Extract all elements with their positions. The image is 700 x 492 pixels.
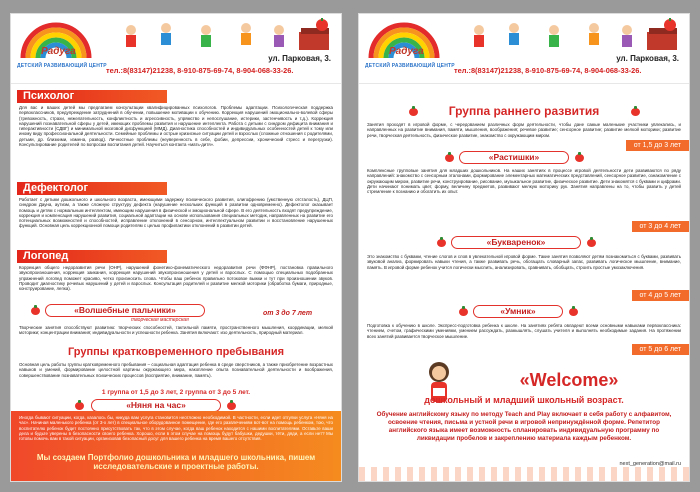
- tomato-icon: [575, 154, 584, 162]
- bottom-band: [11, 411, 341, 481]
- tomato-icon: [227, 402, 236, 410]
- magic-subtitle: творческая мастерская: [131, 317, 189, 323]
- section-title-nanny: «Няня на час»: [91, 399, 221, 412]
- flyer-header: [11, 14, 341, 84]
- section-title-defectologist: Дефектолог: [17, 182, 167, 195]
- phones: тел.:8(83147)21238, 8-910-875-69-74, 8-904-068-33-26.: [106, 66, 294, 75]
- logo-word: Радуга: [41, 46, 76, 57]
- section-title-welcome: «Welcome»: [519, 370, 619, 390]
- bukvarenok-text: Это знакомство с буквами, чтение слогов и слов в увлекательной игровой форме. Такие занятия позволяют детям познакомиться с буквами, развивать звуковой анализ, формировать навыки чтения, а также развивать речь, обогащать словарный запас, развивать логическое мышление, внимание, память. В игровой форме ребенок учится логически мыслить, анализировать, сравнивать, обобщать, строить простые умозаключения.: [367, 254, 681, 270]
- tomato-icon: [569, 308, 578, 316]
- magic-age: от 3 до 7 лет: [263, 310, 313, 317]
- tomato-icon: [631, 108, 640, 116]
- rastishki-text: Комплексные групповые занятия для младших дошкольников. На наших занятиях в процессе игровой деятельности дети развиваются по ряду направлений: знакомство с сенсорным эталонами, формирование элементарных математических представлений, сенсорное развитие, ознакомление с окружающим миром, развитие речи, конструирование, рисование, музыкальное развитие, физическое развитие. Дети знакомятся с буквами и цифрами. Дети начинают понимать цвет, форму, величину предметов, развивают мелкую моторику рук. Занятия направлены на то, чтобы развить у детей стремление к познанию и обогатить их опыт.: [367, 168, 681, 195]
- section-title-psychologist: Психолог: [17, 90, 167, 103]
- decorative-strip: [359, 467, 689, 481]
- book-apple-icon: [297, 18, 335, 52]
- umnik-text: Подготовка к обучению в школе. Экспресс-подготовка ребенка к школе. На занятиях ребята овладеют всеми основными навыками первоклассника: чтением, счетом, графическими умениями, умением рассуждать, размышлять, слушать учителя и выполнять необходимые задания. На протяжении всех занятий развивается творческое мышление.: [367, 323, 681, 339]
- address: ул. Парковая, 3.: [268, 54, 331, 63]
- early-text: Занятия проходят в игровой форме, с чередованием различных форм деятельности, чтобы дане самые маленькие участники увлекались, и направленных на развитие внимания, памяти, мышления, воображения; речевое развитие; сенсорное развитие; развитие мелкой моторики; развитие речи, творческая деятельность, физическое развитие, знакомство с окружающим миром.: [367, 122, 681, 138]
- portfolio-text: Мы создаем Портфолио дошкольника и младшего школьника, пишем исследовательские и проектные работы.: [36, 453, 316, 471]
- tomato-icon: [459, 308, 468, 316]
- rastishki-age: от 1,5 до 3 лет: [626, 140, 689, 151]
- short-stay-groups: 1 группа от 1,5 до 3 лет, 2 группа от 3 до 5 лет.: [101, 389, 251, 396]
- section-title-rastishki: «Растишки»: [459, 151, 569, 164]
- kids-illustration-icon: [459, 20, 639, 54]
- tomato-icon: [31, 307, 40, 315]
- section-title-magic: «Волшебные пальчики»: [45, 304, 205, 317]
- tomato-icon: [587, 239, 596, 247]
- email[interactable]: next_generation@mail.ru: [619, 461, 681, 467]
- section-title-short-stay: Группы кратковременного пребывания: [67, 346, 285, 358]
- magic-text: Творческие занятия способствуют развитию: творческих способностей, тактильной памяти, пространственного мышления, координации, мелкой моторики; концентрации внимания; индивидуальности и успешности ребенка. Занятия включают: изо деятельность, природный материал.: [19, 325, 333, 336]
- section-title-bukvarenok: «Букваренок»: [451, 236, 581, 249]
- section-title-umnik: «Умник»: [473, 305, 563, 318]
- tomato-icon: [75, 402, 84, 410]
- right-flyer: [358, 13, 690, 482]
- kids-illustration-icon: [111, 20, 291, 54]
- left-flyer: [10, 13, 342, 482]
- speech-text: Коррекция общего недоразвития речи (ОНР), нарушений фонетико-фонематического недоразвития речи (ФФНР), постановка правильного звукопроизношения, коррекция заикания, коррекция нарушений звукопроизношения у детей и взрослых. С помощью специальных подобранных упражнений логопед поможет красиво, четко произносить слова. Чтобы ваш ребенок правильно потоковое выжки и тут при произношении звуков. Проводит диагностику речевых нарушений у детей и взрослых. Консультация родителей и развитие мелкой моторики (обработка бумаги, природные, конструирование, лепка).: [19, 265, 333, 292]
- psychologist-text: Для вас и ваших детей мы предлагаем консультации квалифицированных психологов. Проблемы адаптации. Психологическая поддержка первоклассников, предупреждение затруднений в обучении, повышение мотивации к обучению. Коррекция нарушений эмоционально-волевой сферы (тревожность, страхи, нежелательность, конфликтность и агрессивность, упрямство и непослушание, истерики, застенчивость и т.д.). Коррекция нарушений познавательной сферы у детей, имеющих проблемы развития и нарушение интеллекта. Работа с детьми с синдром дефицита внимания и гиперактивности (СДВГ) и минимальной мозговой дисфункцией (ММД). Диагностика способностей и индивидуальных особенностей детей к тому или иному виду профессиональной деятельности. Семейные проблемы и острые кризисные ситуации детей и взрослых (сложные отношения с родителями, детьми, др. близкими, измена, развод). Личностные проблемы (неуверенность в себе, фобии, депрессии, хронический стресс и перегрузки). Консультирование родителей по вопросам воспитания детей. Научиться контакта «мать-дитя».: [19, 105, 333, 148]
- book-apple-icon: [645, 18, 683, 52]
- logo-subtitle: ДЕТСКИЙ РАЗВИВАЮЩИЙ ЦЕНТР: [365, 63, 455, 69]
- defectologist-text: Работает с детьми дошкольного и школьного возраста, имеющими задержку психического развития, олигофрению (умственную отсталость), ДЦП, синдром Дауна, аутизм, а также сложную структуру дефекта (нарушение нескольких функций в развитии одновременно). Дефектолог оказывает помощь и детям с нормальным интеллектом, имеющим нарушения в физической и эмоциональной сфере. В его деятельность входят предупреждение, коррекция и компенсация нарушений развития, социальной адаптации на основе использования специальных методик, направленных на развитие его потенциальных возможностей и способностей, исправление отклонений в сенсорном, интеллектуальном развитии и восстановление нарушенных функций. Основная цель коррекционной помощи родителям с целью профилактики отклонений в развитии детей.: [19, 197, 333, 229]
- section-title-early: Группа раннего развития: [448, 104, 600, 118]
- welcome-text: Обучение английскому языку по методу Teach and Play включает в себя работу с алфавитом, освоение чтения, письма и устной речи в игровой непринуждённой форме. Репетитор английского языка имеет возможность спланировать индивидуальную программу по ликвидации пробелов и закреплению материала каждым ребенком.: [376, 411, 672, 442]
- address: ул. Парковая, 3.: [616, 54, 679, 63]
- tomato-icon: [437, 239, 446, 247]
- tomato-icon: [445, 154, 454, 162]
- phones: тел.:8(83147)21238, 8-910-875-69-74, 8-904-068-33-26.: [454, 66, 642, 75]
- section-title-speech: Логопед: [17, 250, 167, 263]
- short-stay-text: Основная цель работы группы кратковременного пребывания – социальная адаптация ребенка в среде сверстников, а также приобретение возрастных навыков и умений, формирование целостной картины окружающего мира, накопление опыта познавательной деятельности и воображения, совершенствование познавательных психических процессов (восприятие, внимание, память).: [19, 362, 333, 378]
- welcome-subtitle: дошкольный и младший школьный возраст.: [424, 395, 624, 405]
- next-age: от 5 до 6 лет: [632, 344, 689, 355]
- nanny-text: Иногда бывают ситуации, когда, казалось бы, никуда вам услуга становится неотложно необходимой. В частности, если идет отгулки услуга «Няня на час». Начиная маленького ребенка (от 3-х лет) в специальное оборудованное помещение, где его развлечениям вот-вот на помощь ребенком, тою, что воспитателю ребенок будет постоянно присутствовать так, что в этом случае, когда ваш ребенок находится с нашими воспитателями. Оставьте ваши дела и будьте уверены в безопасности своего ребенка. Хорошо, если в этом случае на помощь будут бабушки, дедушки, тёти, дяди, а если нет? Мы готовы помочь вам в такой ситуации, организовав безопасный досуг для вашего ребенка на время вашего отсутствия.: [19, 415, 333, 442]
- logo-word: Радуга: [389, 46, 424, 57]
- umnik-age: от 4 до 5 лет: [632, 290, 689, 301]
- flyer-header: [359, 14, 689, 84]
- logo-subtitle: ДЕТСКИЙ РАЗВИВАЮЩИЙ ЦЕНТР: [17, 63, 107, 69]
- bukvarenok-age: от 3 до 4 лет: [632, 221, 689, 232]
